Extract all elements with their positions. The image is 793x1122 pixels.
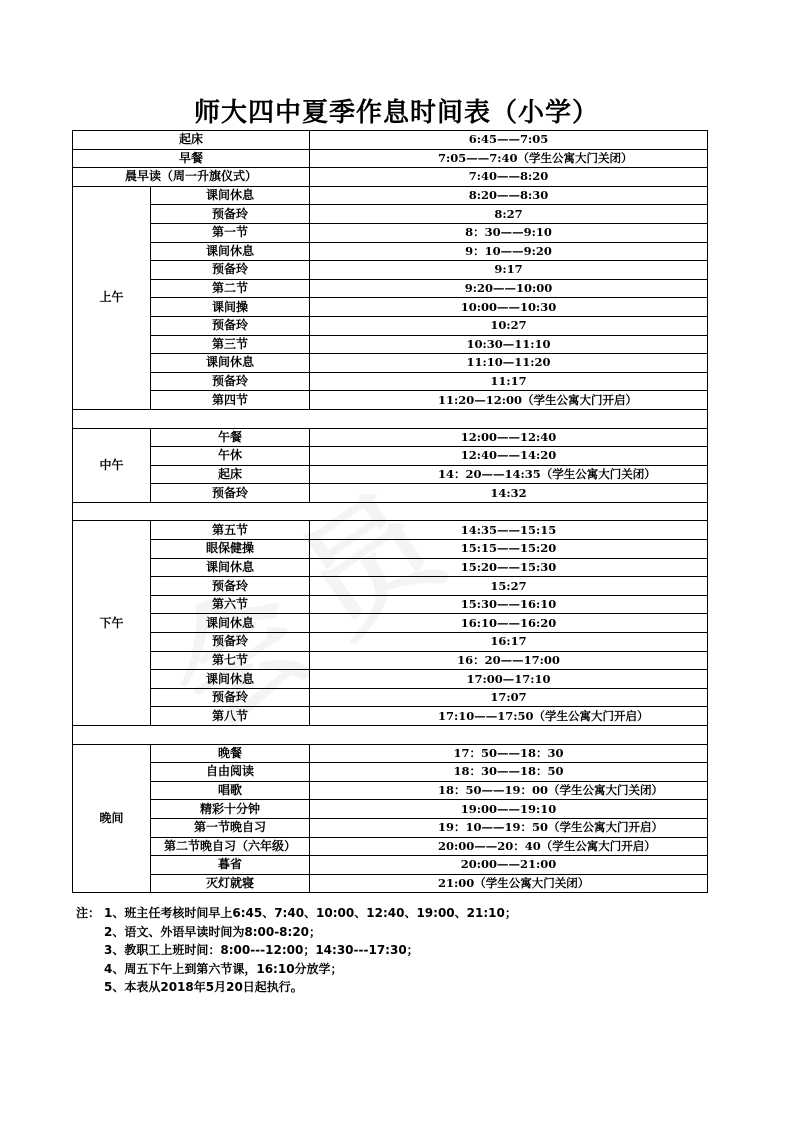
spacer-row: [73, 726, 708, 745]
activity-label: 午休: [151, 447, 310, 466]
table-row: [73, 558, 708, 577]
activity-label: 早餐: [73, 149, 310, 168]
time-cell: 14:32: [310, 484, 708, 503]
table-row: [73, 651, 708, 670]
spacer-row: [73, 409, 708, 428]
time-cell: 16:17: [310, 633, 708, 652]
time-cell: 10:00——10:30: [310, 298, 708, 317]
table-row: [73, 372, 708, 391]
activity-label: 课间休息: [151, 614, 310, 633]
table-row: [73, 149, 708, 168]
activity-label: 第五节: [151, 521, 310, 540]
table-row: [73, 688, 708, 707]
activity-label: 午餐: [151, 428, 310, 447]
table-row: [73, 131, 708, 150]
activity-label: 预备玲: [151, 316, 310, 335]
notes-prefix: 注：: [76, 906, 101, 920]
table-row: [73, 298, 708, 317]
activity-label: 第二节晚自习（六年级）: [151, 837, 310, 856]
period-label: 下午: [73, 521, 151, 726]
spacer-cell: [73, 409, 708, 428]
activity-label: 课间休息: [151, 558, 310, 577]
time-cell: 9:17: [310, 261, 708, 280]
time-cell: 18：50——19：00（学生公寓大门关闭）: [310, 781, 708, 800]
table-row: [73, 856, 708, 875]
table-row: [73, 670, 708, 689]
activity-label: 暮省: [151, 856, 310, 875]
table-row: [73, 168, 708, 187]
time-cell: 12:40——14:20: [310, 447, 708, 466]
table-row: [73, 521, 708, 540]
table-row: [73, 595, 708, 614]
activity-label: 预备玲: [151, 205, 310, 224]
note-line-2: [76, 923, 756, 942]
time-cell: 8：30——9:10: [310, 223, 708, 242]
time-cell: 12:00——12:40: [310, 428, 708, 447]
period-label: 上午: [73, 186, 151, 409]
activity-label: 第七节: [151, 651, 310, 670]
activity-label: 预备玲: [151, 484, 310, 503]
activity-label: 课间休息: [151, 242, 310, 261]
time-cell: 14:35——15:15: [310, 521, 708, 540]
table-row: [73, 763, 708, 782]
activity-label: 精彩十分钟: [151, 800, 310, 819]
activity-label: 第三节: [151, 335, 310, 354]
time-cell: 9:20——10:00: [310, 279, 708, 298]
table-row: [73, 242, 708, 261]
note-line-1: [76, 904, 756, 923]
activity-label: 晚餐: [151, 744, 310, 763]
table-row: [73, 540, 708, 559]
page-title: 师大四中夏季作息时间表（小学）: [193, 98, 599, 128]
activity-label: 第一节晚自习: [151, 818, 310, 837]
time-cell: 19:00——19:10: [310, 800, 708, 819]
period-label: 中午: [73, 428, 151, 502]
table-row: [73, 428, 708, 447]
table-row: [73, 223, 708, 242]
activity-label: 课间休息: [151, 186, 310, 205]
table-row: [73, 335, 708, 354]
period-label: 晚间: [73, 744, 151, 893]
table-row: [73, 818, 708, 837]
time-cell: 11:10—11:20: [310, 354, 708, 373]
spacer-row: [73, 502, 708, 521]
note-line-3: [76, 941, 756, 960]
time-cell: 10:30—11:10: [310, 335, 708, 354]
note-text: 4、周五下午上到第六节课，16:10分放学；: [104, 961, 343, 976]
table-row: [73, 837, 708, 856]
table-row: [73, 781, 708, 800]
table-row: [73, 614, 708, 633]
time-cell: 21:00（学生公寓大门关闭）: [310, 874, 708, 893]
activity-label: 预备玲: [151, 577, 310, 596]
time-cell: 17：50——18：30: [310, 744, 708, 763]
activity-label: 课间休息: [151, 670, 310, 689]
note-line-4: [76, 960, 756, 979]
activity-label: 第六节: [151, 595, 310, 614]
table-row: [73, 316, 708, 335]
table-row: [73, 707, 708, 726]
activity-label: 课间操: [151, 298, 310, 317]
note-text: 5、本表从2018年5月20日起执行。: [104, 980, 303, 994]
time-cell: 17:07: [310, 688, 708, 707]
table-row: [73, 800, 708, 819]
activity-label: 第一节: [151, 223, 310, 242]
activity-label: 起床: [151, 465, 310, 484]
activity-label: 灭灯就寝: [151, 874, 310, 893]
table-row: [73, 186, 708, 205]
table-row: [73, 874, 708, 893]
table-row: [73, 279, 708, 298]
time-cell: 9：10——9:20: [310, 242, 708, 261]
activity-label: 晨早读（周一升旗仪式）: [73, 168, 310, 187]
time-cell: 15:30——16:10: [310, 595, 708, 614]
time-cell: 14：20——14:35（学生公寓大门关闭）: [310, 465, 708, 484]
notes-section: [76, 904, 756, 997]
time-cell: 15:20——15:30: [310, 558, 708, 577]
activity-label: 预备玲: [151, 261, 310, 280]
schedule-table: [72, 130, 708, 893]
time-cell: 15:27: [310, 577, 708, 596]
activity-label: 预备玲: [151, 633, 310, 652]
table-row: [73, 354, 708, 373]
time-cell: 11:17: [310, 372, 708, 391]
activity-label: 第八节: [151, 707, 310, 726]
time-cell: 15:15——15:20: [310, 540, 708, 559]
time-cell: 20:00——20：40（学生公寓大门开启）: [310, 837, 708, 856]
time-cell: 17:10——17:50（学生公寓大门开启）: [310, 707, 708, 726]
activity-label: 唱歌: [151, 781, 310, 800]
note-line-5: [76, 978, 756, 997]
table-row: [73, 261, 708, 280]
time-cell: 20:00——21:00: [310, 856, 708, 875]
activity-label: 第二节: [151, 279, 310, 298]
note-text: 1、班主任考核时间早上6:45、7:40、10:00、12:40、19:00、21:10；: [104, 906, 517, 920]
spacer-cell: [73, 502, 708, 521]
time-cell: 16：20——17:00: [310, 651, 708, 670]
table-row: [73, 633, 708, 652]
table-row: [73, 447, 708, 466]
activity-label: 预备玲: [151, 372, 310, 391]
time-cell: 6:45——7:05: [310, 131, 708, 150]
time-cell: 16:10——16:20: [310, 614, 708, 633]
table-row: [73, 744, 708, 763]
note-text: 2、语文、外语早读时间为8:00-8:20；: [104, 924, 322, 939]
note-text: 3、教职工上班时间：8:00---12:00；14:30---17:30；: [104, 943, 419, 957]
table-row: [73, 391, 708, 410]
table-row: [73, 577, 708, 596]
table-row: [73, 205, 708, 224]
time-cell: 7:40——8:20: [310, 168, 708, 187]
time-cell: 18：30——18：50: [310, 763, 708, 782]
activity-label: 课间休息: [151, 354, 310, 373]
activity-label: 眼保健操: [151, 540, 310, 559]
time-cell: 8:20——8:30: [310, 186, 708, 205]
activity-label: 起床: [73, 131, 310, 150]
spacer-cell: [73, 726, 708, 745]
table-row: [73, 465, 708, 484]
time-cell: 17:00—17:10: [310, 670, 708, 689]
activity-label: 预备玲: [151, 688, 310, 707]
time-cell: 10:27: [310, 316, 708, 335]
time-cell: 11:20—12:00（学生公寓大门开启）: [310, 391, 708, 410]
time-cell: 19：10——19：50（学生公寓大门开启）: [310, 818, 708, 837]
table-row: [73, 484, 708, 503]
time-cell: 8:27: [310, 205, 708, 224]
time-cell: 7:05——7:40（学生公寓大门关闭）: [310, 149, 708, 168]
activity-label: 自由阅读: [151, 763, 310, 782]
activity-label: 第四节: [151, 391, 310, 410]
